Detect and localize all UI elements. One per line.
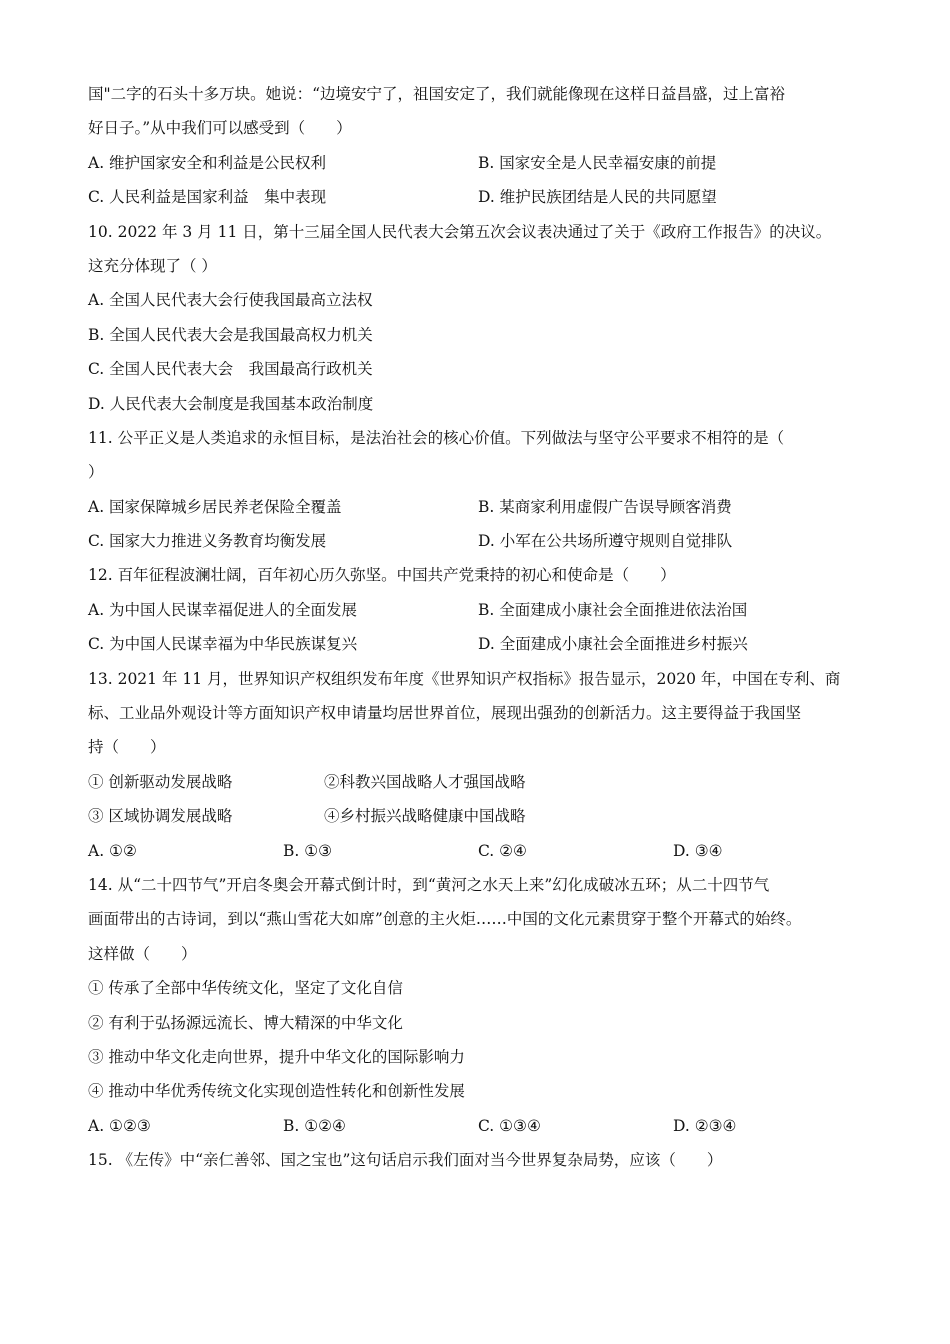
question-11 [88, 421, 878, 559]
question-text-line: ） [88, 463, 104, 482]
option-c: C. 全国人民代表大会 我国最高行政机关 [88, 360, 373, 379]
option-b: B. 全面建成小康社会全面推进依法治国 [478, 600, 748, 619]
question-text-line: 画面带出的古诗词，到以“燕山雪花大如席”创意的主火炬……中国的文化元素贯穿于整个开幕式的始终。 [88, 910, 802, 929]
question-text-line: 这充分体现了（ ） [88, 256, 217, 275]
question-9 [88, 77, 878, 215]
option-row [88, 490, 878, 524]
option-row [88, 593, 878, 627]
question-text-line: 这样做（ ） [88, 944, 197, 963]
question-text-line: 10. 2022 年 3 月 11 日，第十三届全国人民代表大会第五次会议表决通过了关于《政府工作报告》的决议。 [88, 222, 832, 241]
question-text-line: 持（ ） [88, 738, 166, 757]
option-c: C. 国家大力推进义务教育均衡发展 [88, 532, 327, 551]
question-text-line: 国"二字的石头十多万块。她说：“边境安宁了，祖国安定了，我们就能像现在这样日益昌盛，过上富裕 [88, 85, 786, 103]
question-text-line: 12. 百年征程波澜壮阔，百年初心历久弥坚。中国共产党秉持的初心和使命是（ ） [88, 566, 676, 585]
option-b: B. ①③ [283, 841, 333, 860]
question-text-line: 13. 2021 年 11 月，世界知识产权组织发布年度《世界知识产权指标》报告显示，2020 年，中国在专利、商 [88, 669, 841, 688]
statement-4: ④ 推动中华优秀传统文化实现创造性转化和创新性发展 [88, 1082, 465, 1101]
statement-row [88, 765, 878, 799]
question-12 [88, 558, 878, 661]
option-a: A. ①② [88, 841, 137, 860]
option-row [88, 1109, 878, 1143]
option-c: C. ②④ [478, 841, 527, 860]
option-c: C. 为中国人民谋幸福为中华民族谋复兴 [88, 635, 358, 654]
option-d: D. ③④ [673, 841, 723, 860]
question-14 [88, 868, 878, 1143]
question-text-line: 15. 《左传》中“亲仁善邻、国之宝也”这句话启示我们面对当今世界复杂局势，应该（ ） [88, 1151, 723, 1170]
exam-page [88, 77, 878, 1178]
option-d: D. 小军在公共场所遵守规则自觉排队 [478, 532, 733, 551]
question-15 [88, 1143, 878, 1177]
statement-1: ① 创新驱动发展战略 [88, 772, 233, 791]
statement-3: ③ 区域协调发展战略 [88, 807, 233, 826]
option-b: B. 某商家利用虚假广告误导顾客消费 [478, 497, 732, 516]
option-a: A. 维护国家安全和利益是公民权利 [88, 153, 327, 172]
option-a: A. 全国人民代表大会行使我国最高立法权 [88, 291, 373, 310]
statement-2: ② 有利于弘扬源远流长、博大精深的中华文化 [88, 1013, 403, 1032]
option-row [88, 524, 878, 558]
statement-row [88, 799, 878, 833]
option-row [88, 180, 878, 214]
option-c: C. ①③④ [478, 1116, 541, 1135]
question-13 [88, 662, 878, 868]
option-d: D. 全面建成小康社会全面推进乡村振兴 [478, 635, 748, 654]
option-d: D. 维护民族团结是人民的共同愿望 [478, 188, 717, 207]
question-text-line: 标、工业品外观设计等方面知识产权申请量均居世界首位，展现出强劲的创新活力。这主要得益于我国坚 [88, 704, 802, 723]
statement-2: ②科教兴国战略人才强国战略 [324, 772, 526, 791]
statement-1: ① 传承了全部中华传统文化，坚定了文化自信 [88, 979, 403, 998]
option-row [88, 146, 878, 180]
question-text-line: 11. 公平正义是人类追求的永恒目标，是法治社会的核心价值。下列做法与坚守公平要求不相符的是（ [88, 428, 785, 447]
statement-3: ③ 推动中华文化走向世界，提升中华文化的国际影响力 [88, 1047, 465, 1066]
question-10 [88, 215, 878, 421]
option-a: A. 为中国人民谋幸福促进人的全面发展 [88, 600, 358, 619]
option-c: C. 人民利益是国家利益 集中表现 [88, 188, 327, 207]
option-d: D. 人民代表大会制度是我国基本政治制度 [88, 394, 374, 413]
option-b: B. 全国人民代表大会是我国最高权力机关 [88, 325, 373, 344]
option-a: A. ①②③ [88, 1116, 151, 1135]
option-d: D. ②③④ [673, 1116, 737, 1135]
question-text-line: 14. 从“二十四节气”开启冬奥会开幕式倒计时，到“黄河之水天上来”幻化成破冰五环；从二十四节气 [88, 875, 770, 894]
question-text-line: 好日子。”从中我们可以感受到（ ） [88, 119, 352, 138]
option-row [88, 834, 878, 868]
option-b: B. 国家安全是人民幸福安康的前提 [478, 153, 717, 172]
option-row [88, 627, 878, 661]
option-a: A. 国家保障城乡居民养老保险全覆盖 [88, 497, 342, 516]
option-b: B. ①②④ [283, 1116, 346, 1135]
statement-4: ④乡村振兴战略健康中国战略 [324, 807, 526, 826]
